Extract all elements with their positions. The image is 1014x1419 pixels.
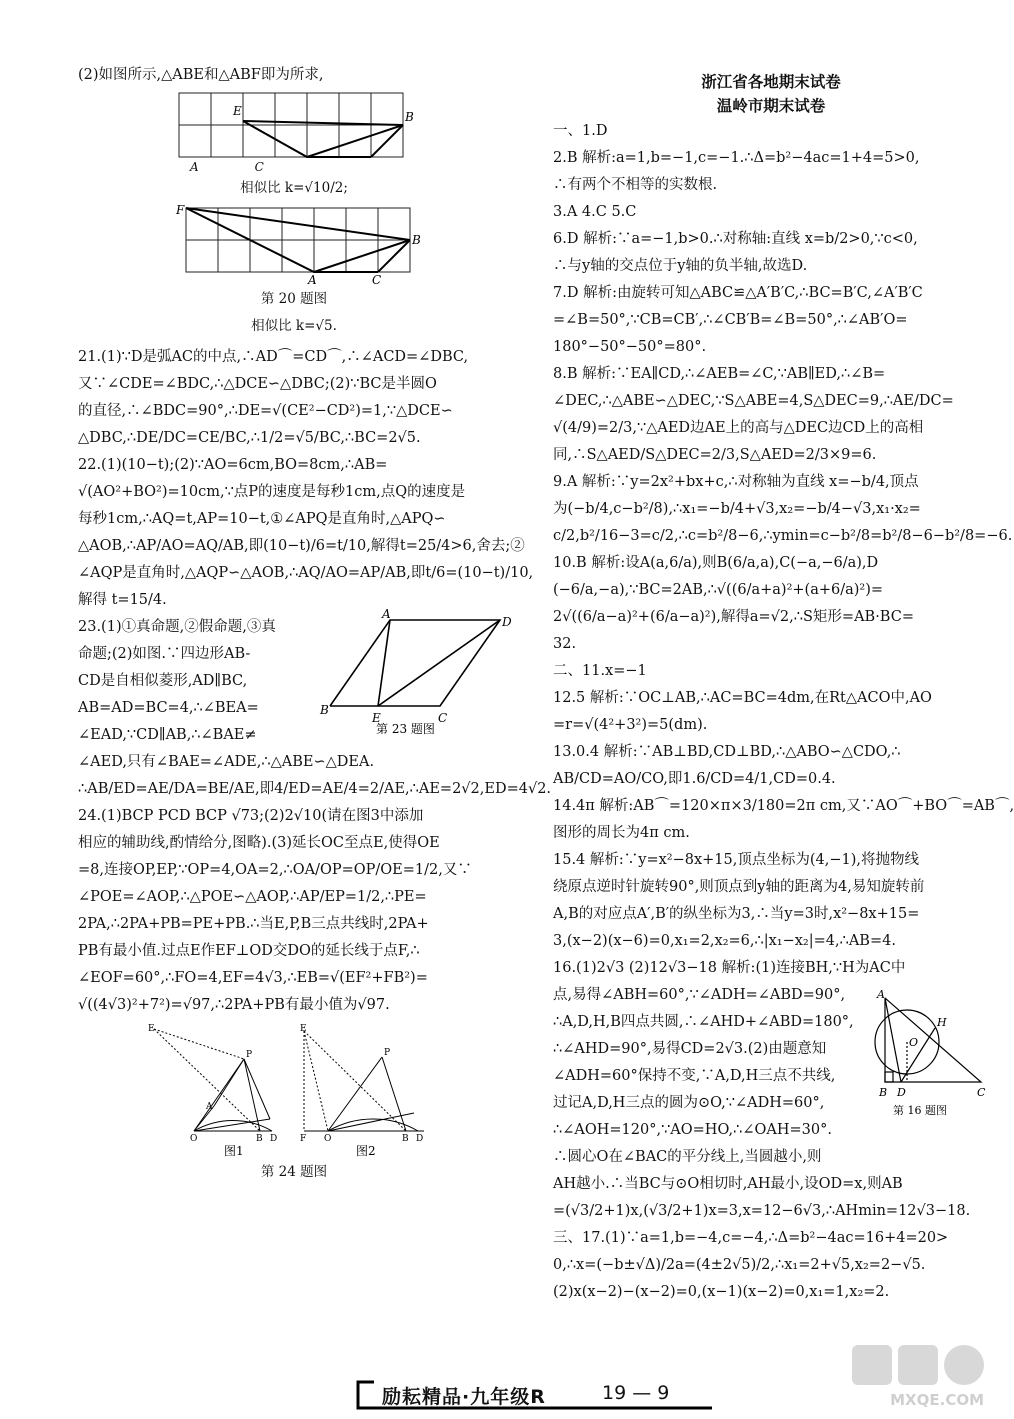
figure-label: 图1 — [224, 1144, 244, 1158]
figure-label: 图2 — [356, 1144, 376, 1158]
similarity-ratio-2: 相似比 k=√5. — [251, 318, 337, 334]
text-line: AB/CD=AO/CO,即1.6/CD=4/1,CD=0.4. — [553, 771, 836, 787]
text-line: 一、1.D — [553, 123, 608, 139]
svg-text:E: E — [148, 1024, 155, 1034]
text-line: 180°−50°−50°=80°. — [553, 339, 707, 355]
text-line: 的直径,∴∠BDC=90°,∴DE=√(CE²−CD²)=1,∵△DCE∽ — [78, 403, 453, 419]
page-footer — [352, 1380, 712, 1410]
text-line: ∴AB/ED=AE/DA=BE/AE,即4/ED=AE/4=2/AE,∴AE=2√2,ED=4√2. — [78, 781, 552, 797]
text-line: √((4√3)²+7²)=√97,∴2PA+PB有最小值为√97. — [78, 997, 390, 1013]
figure-23-rhombus — [320, 607, 512, 736]
text-line: ∠POE=∠AOP,∴△POE∽△AOP,∴AP/EP=1/2,∴PE= — [78, 889, 427, 905]
text-line: 为(−b/4,c−b²/8),∴x₁=−b/4+√3,x₂=−b/4−√3,x₁·x₂= — [553, 501, 921, 517]
text-line: 16.(1)2√3 (2)12√3−18 解析:(1)连接BH,∵H为AC中 — [553, 960, 906, 976]
svg-text:F: F — [176, 203, 185, 217]
text-line: ∴与y轴的交点位于y轴的负半轴,故选D. — [553, 258, 808, 274]
text-line: ∠EOF=60°,∴FO=4,EF=4√3,∴EB=√(EF²+FB²)= — [78, 970, 428, 986]
text-line: ∠AQP是直角时,△AQP∽△AOB,∴AQ/AO=AP/AB,即t/6=(10−t)/10, — [78, 565, 534, 581]
left-column — [78, 62, 552, 1186]
text-line: 2√((6/a−a)²+(6/a−a)²),解得a=√2,∴S矩形=AB·BC= — [553, 609, 914, 625]
problem-16-block — [553, 982, 989, 1171]
svg-text:B: B — [320, 703, 329, 717]
text-line: ∴有两个不相等的实数根. — [553, 177, 718, 193]
figure-label: A C — [190, 160, 264, 174]
figure-caption: 第 20 题图 — [260, 291, 328, 307]
text-line: 每秒1cm,∴AQ=t,AP=10−t,①∠APQ是直角时,△APQ∽ — [78, 511, 446, 527]
svg-text:A: A — [382, 607, 391, 621]
svg-text:D: D — [897, 1086, 906, 1099]
svg-text:B: B — [405, 110, 414, 124]
svg-text:B: B — [879, 1086, 888, 1099]
text-line: ∠AED,只有∠BAE=∠ADE,∴△ABE∽△DEA. — [78, 754, 375, 770]
svg-text:E: E — [372, 711, 381, 725]
text-line: A,B的对应点A′,B′的纵坐标为3,∴当y=3时,x²−8x+15= — [553, 906, 920, 922]
text-line: 6.D 解析:∵a=−1,b>0.∴对称轴:直线 x=b/2>0,∵c<0, — [553, 231, 918, 247]
text-line: 3.A 4.C 5.C — [553, 204, 637, 220]
footer-brand: 励耘精品·九年级R — [382, 1386, 546, 1408]
text-line: 相应的辅助线,酌情给分,图略).(3)延长OC至点E,使得OE — [78, 835, 440, 851]
figure-24-diagrams — [144, 1021, 444, 1157]
figure-caption: 第 23 题图 — [376, 722, 435, 736]
text-line: 12.5 解析:∵OC⊥AB,∴AC=BC=4dm,在Rt△ACO中,AO — [553, 690, 932, 706]
text-line: =∠B=50°,∵CB=CB′,∴∠CB′B=∠B=50°,∴∠AB′O= — [553, 312, 908, 328]
svg-text:C: C — [977, 1086, 986, 1099]
text-line: 21.(1)∵D是弧AC的中点,∴AD⌒=CD⌒,∴∠ACD=∠DBC, — [78, 349, 469, 365]
svg-text:P: P — [384, 1048, 391, 1058]
text-line: 2.B 解析:a=1,b=−1,c=−1.∴Δ=b²−4ac=1+4=5>0, — [553, 150, 920, 166]
svg-text:P: P — [246, 1050, 253, 1060]
text-line: ∠EAD,∵CD∥AB,∴∠BAE≠ — [78, 727, 257, 743]
svg-text:C: C — [438, 711, 448, 725]
text-line: 三、17.(1)∵a=1,b=−4,c=−4,∴Δ=b²−4ac=16+4=20> — [553, 1230, 949, 1246]
svg-text:D: D — [416, 1134, 424, 1144]
svg-text:B: B — [412, 233, 421, 247]
text-line: =(√3/2+1)x,(√3/2+1)x=3,x=12−6√3,∴AHmin=12√3−18. — [553, 1203, 971, 1219]
svg-text:E: E — [233, 104, 242, 118]
figure-16-triangle-circle — [877, 990, 989, 1118]
text-line: 10.B 解析:设A(a,6/a),则B(6/a,a),C(−a,−6/a),D — [553, 555, 879, 571]
svg-text:H: H — [937, 1016, 947, 1029]
figure-20-grid-2 — [174, 203, 421, 287]
text-line: (2)如图所示,△ABE和△ABF即为所求, — [78, 67, 324, 83]
text-line: 8.B 解析:∵EA∥CD,∴∠AEB=∠C,∵AB∥ED,∴∠B= — [553, 366, 886, 382]
similarity-ratio-1: 相似比 k=√10/2; — [240, 180, 348, 196]
footer-page-number: 19 — 9 — [602, 1382, 670, 1404]
text-line: ∠ADH=60°保持不变,∵A,D,H三点不共线, — [553, 1068, 836, 1084]
svg-text:A: A — [206, 1102, 213, 1112]
text-line: ∴A,D,H,B四点共圆,∴∠AHD+∠ABD=180°, — [553, 1014, 854, 1030]
text-line: ∴∠AHD=90°,易得CD=2√3.(2)由题意知 — [553, 1041, 827, 1057]
text-line: 14.4π 解析:AB⌒=120×π×3/180=2π cm,又∵AO⌒+BO⌒=AB⌒, — [553, 798, 1014, 814]
svg-text:E: E — [300, 1024, 307, 1034]
text-line: 3,(x−2)(x−6)=0,x₁=2,x₂=6,∴|x₁−x₂|=4,∴AB=4. — [553, 933, 896, 949]
text-line: AB=AD=BC=4,∴∠BEA= — [78, 700, 259, 716]
text-line: 图形的周长为4π cm. — [553, 825, 690, 841]
svg-text:O: O — [909, 1036, 919, 1049]
text-line: AH越小.∴当BC与⊙O相切时,AH最小,设OD=x,则AB — [553, 1176, 903, 1192]
text-line: 2PA,∴2PA+PB=PE+PB.∴当E,P,B三点共线时,2PA+ — [78, 916, 429, 932]
watermark-logo-icon — [848, 1341, 988, 1411]
figure-caption: 第 24 题图 — [260, 1164, 328, 1180]
text-line: 命题;(2)如图.∵四边形AB- — [78, 646, 251, 662]
text-line: 15.4 解析:∵y=x²−8x+15,顶点坐标为(4,−1),将抛物线 — [553, 852, 920, 868]
text-line: 24.(1)BCP PCD BCP √73;(2)2√10(请在图3中添加 — [78, 808, 424, 824]
svg-text:O: O — [190, 1134, 198, 1144]
text-line: CD是自相似菱形,AD∥BC, — [78, 673, 248, 689]
text-line: c/2,b²/16−3=c/2,∴c=b²/8−6,∴ymin=c−b²/8=b²/8−6−b²/8=−6. — [553, 528, 1013, 544]
text-line: △DBC,∴DE/DC=CE/BC,∴1/2=√5/BC,∴BC=2√5. — [78, 430, 421, 446]
right-column — [553, 62, 1014, 1306]
svg-text:A: A — [308, 273, 317, 287]
svg-text:F: F — [300, 1134, 307, 1144]
svg-text:B: B — [402, 1134, 409, 1144]
text-line: 7.D 解析:由旋转可知△ABC≌△A′B′C,∴BC=B′C,∠A′B′C — [553, 285, 923, 301]
text-line: 9.A 解析:∵y=2x²+bx+c,∴对称轴为直线 x=−b/4,顶点 — [553, 474, 919, 490]
text-line: √(AO²+BO²)=10cm,∵点P的速度是每秒1cm,点Q的速度是 — [78, 484, 466, 500]
svg-text:D: D — [270, 1134, 278, 1144]
text-line: (−6/a,−a),∵BC=2AB,∴√((6/a+a)²+(a+6/a)²)= — [553, 582, 884, 598]
svg-text:C: C — [372, 273, 382, 287]
watermark-text: MXQE.COM — [890, 1391, 984, 1409]
text-line: 又∵∠CDE=∠BDC,∴△DCE∽△DBC;(2)∵BC是半圆O — [78, 376, 437, 392]
text-line: 23.(1)①真命题,②假命题,③真 — [78, 619, 276, 635]
svg-text:O: O — [324, 1134, 332, 1144]
problem-23-block — [78, 607, 512, 749]
text-line: 0,∴x=(−b±√Δ)/2a=(4±2√5)/2,∴x₁=2+√5,x₂=2−√5. — [553, 1257, 926, 1273]
figure-caption: 第 16 题图 — [893, 1104, 947, 1117]
text-line: ∴圆心O在∠BAC的平分线上,当圆越小,则 — [553, 1149, 822, 1165]
text-line: =8,连接OP,EP,∵OP=4,OA=2,∴OA/OP=OP/OE=1/2,又∵ — [78, 862, 472, 878]
figure-20-grid-1 — [178, 91, 414, 161]
section-subtitle: 温岭市期末试卷 — [716, 97, 826, 115]
watermark-stamp-icon — [848, 1341, 988, 1391]
section-title: 浙江省各地期末试卷 — [701, 73, 841, 91]
text-line: 32. — [553, 636, 577, 652]
text-line: √(4/9)=2/3,∵△AED边AE上的高与△DEC边CD上的高相 — [553, 420, 924, 436]
text-line: 点,易得∠ABH=60°,∵∠ADH=∠ABD=90°, — [553, 987, 846, 1003]
text-line: PB有最小值.过点E作EF⊥OD交DO的延长线于点F,∴ — [78, 943, 420, 959]
text-line: 解得 t=15/4. — [78, 592, 167, 608]
text-line: ∠DEC,∴△ABE∽△DEC,∵S△ABE=4,S△DEC=9,∴AE/DC= — [553, 393, 954, 409]
text-line: 13.0.4 解析:∵AB⊥BD,CD⊥BD,∴△ABO∽△CDO,∴ — [553, 744, 901, 760]
text-line: ∴∠AOH=120°,∵AO=HO,∴∠OAH=30°. — [553, 1122, 832, 1138]
text-line: △AOB,∴AP/AO=AQ/AB,即(10−t)/6=t/10,解得t=25/4>6,舍去;② — [78, 538, 525, 554]
text-line: (2)x(x−2)−(x−2)=0,(x−1)(x−2)=0,x₁=1,x₂=2. — [553, 1284, 890, 1300]
svg-text:B: B — [256, 1134, 263, 1144]
text-line: 二、11.x=−1 — [553, 663, 647, 679]
text-line: 过记A,D,H三点的圆为⊙O,∵∠ADH=60°, — [553, 1095, 825, 1111]
text-line: 绕原点逆时针旋转90°,则顶点到y轴的距离为4,易知旋转前 — [553, 879, 925, 895]
text-line: 22.(1)(10−t);(2)∵AO=6cm,BO=8cm,∴AB= — [78, 457, 388, 473]
text-line: 同,∴S△AED/S△DEC=2/3,S△AED=2/3×9=6. — [553, 447, 877, 463]
svg-text:D: D — [502, 615, 512, 629]
text-line: =r=√(4²+3²)=5(dm). — [553, 717, 708, 733]
svg-text:A: A — [877, 988, 885, 1001]
